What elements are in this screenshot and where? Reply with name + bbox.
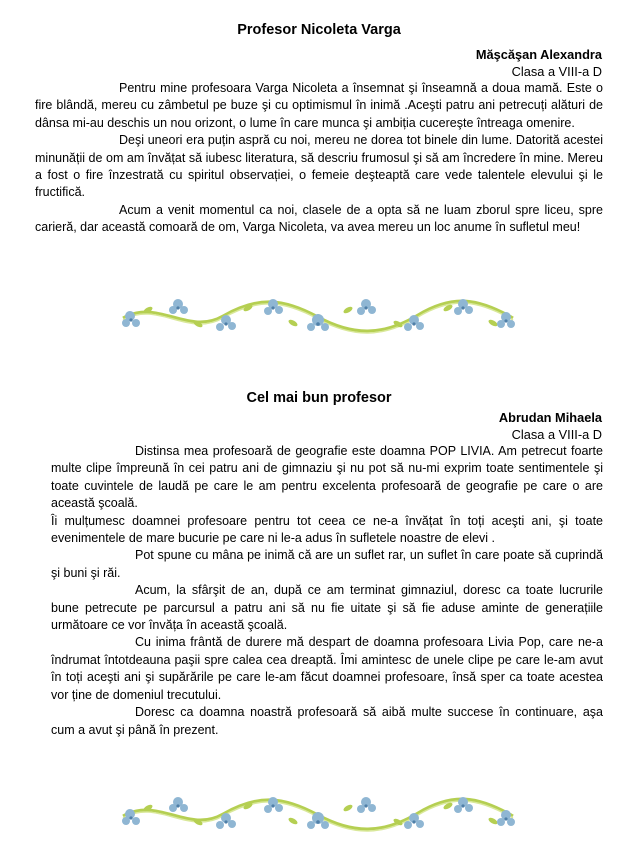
- article2-paragraph: Pot spune cu mâna pe inimă că are un suflet rar, un suflet în care poate să cuprindă şi buni şi răi.: [51, 548, 603, 580]
- article2-paragraph: Îi mulțumesc doamnei profesoare pentru tot ceea ce ne-a învățat în toți aceşti ani, şi toate evenimentele de mare bucurie pe care ni le-a adus în sufletele noastre de elevi .: [51, 513, 603, 546]
- article1-class: Clasa a VIII-a D: [511, 64, 602, 79]
- article2-paragraph: Doresc ca doamna noastră profesoară să aibă multe succese în continuare, aşa cum a avut şi până în prezent.: [51, 705, 603, 737]
- article1-body: [35, 80, 603, 237]
- article2-author: Abrudan Mihaela: [498, 410, 602, 425]
- article1-paragraph: Deşi uneori era puțin aspră cu noi, mereu ne dorea tot binele din lume. Datorită acestei minunății de om am învățat să iubesc literatura, să descriu frumosul şi să am încredere în mine. Mereu a fost o fire înzestrată cu spiritul observației, o femeie deşteaptă care vede talentele elevului şi le fructifică.: [35, 133, 603, 200]
- article1-author: Măşcăşan Alexandra: [475, 47, 602, 62]
- floral-separator-top: [118, 290, 518, 340]
- floral-vine-decoration: [122, 797, 515, 831]
- floral-separator-bottom: [118, 788, 518, 838]
- article2-body: [51, 443, 603, 739]
- article1-title: Profesor Nicoleta Varga: [237, 22, 401, 38]
- article2-paragraph: Acum, la sfârşit de an, după ce am terminat gimnaziul, doresc ca toate lucrurile bune petrecute pe parcursul a patru ani să nu fie uitate şi să fie aduse aminte de generațiile următoare ce vor învăța în această şcoală.: [51, 583, 603, 633]
- article2-class: Clasa a VIII-a D: [511, 427, 602, 442]
- article2-title: Cel mai bun profesor: [246, 390, 392, 406]
- article2-paragraph: Distinsa mea profesoară de geografie este doamna POP LIVIA. Am petrecut foarte multe clipe împreună în cei patru ani de gimnaziu şi nu pot să nu-mi exprim toate sentimentele şi toate cuvintele de laudă pe care le am pentru excelenta profesoară de geografie pe care o are această şcoală.: [51, 444, 603, 511]
- article1-paragraph: Pentru mine profesoara Varga Nicoleta a însemnat şi înseamnă a doua mamă. Este o fire blândă, mereu cu zâmbetul pe buze şi cu optimismul în inimă .Aceşti patru ani petrecuți alături de dânsa mi-au deschis un nou orizont, o lume în care munca şi ambiția cucereşte întreaga omenire.: [35, 81, 603, 130]
- article1-paragraph: Acum a venit momentul ca noi, clasele de a opta să ne luam zborul spre liceu, spre carieră, dar această comoară de om, Varga Nicoleta, va avea mereu un loc anume în sufletul meu!: [35, 202, 603, 235]
- floral-vine-decoration: [122, 299, 515, 333]
- article2-paragraph: Cu inima frântă de durere mă despart de doamna profesoara Livia Pop, care ne-a îndrumat întotdeauna paşii spre calea cea dreaptă. Îmi amintesc de unele clipe pe care le-am avut în toți aceşti ani şi supărările pe care le-am făcut doamnei profesoare, însă sper ca toate acestea vor ține de domeniul trecutului.: [51, 635, 603, 702]
